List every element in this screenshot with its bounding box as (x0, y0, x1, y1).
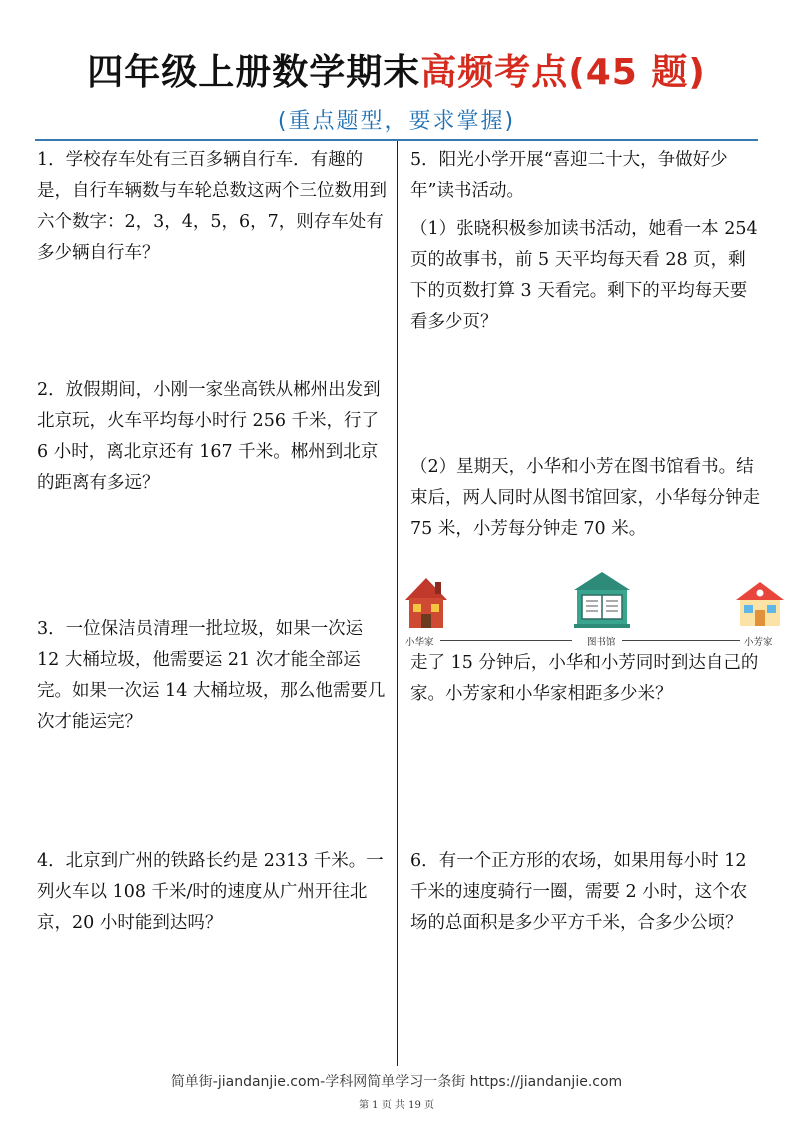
page-title (0, 44, 793, 95)
question-3: 3．一位保洁员清理一批垃圾，如果一次运 12 大桶垃圾，他需要运 21 次才能全部运完。如果一次运 14 大桶垃圾，那么他需要几次才能运完？ (37, 619, 386, 732)
footer-source: 简单街-jiandanjie.com-学科网简单学习一条街 https://jiandanjie.com (170, 1074, 623, 1090)
question-5-intro: 5．阳光小学开展“喜迎二十大，争做好少年”读书活动。 (410, 150, 728, 201)
label-library: 图书馆 (587, 637, 616, 648)
question-5-part-2: （2）星期天，小华和小芳在图书馆看书。结束后，两人同时从图书馆回家，小华每分钟走 75 米，小芳每分钟走 70 米。 (410, 457, 760, 539)
column-divider (397, 141, 398, 1066)
question-1: 1．学校存车处有三百多辆自行车．有趣的是，自行车辆数与车轮总数这两个三位数用到六个数字：2，3，4，5，6，7，则存车处有多少辆自行车？ (37, 150, 387, 263)
label-xiaofang-home: 小芳家 (744, 637, 773, 648)
house-icon-right (734, 580, 786, 628)
question-5-part-2-continued: 走了 15 分钟后，小华和小芳同时到达自己的家。小芳家和小华家相距多少米？ (410, 653, 759, 704)
road-left (440, 640, 572, 641)
route-diagram (400, 568, 790, 652)
question-2: 2．放假期间，小刚一家坐高铁从郴州出发到北京玩，火车平均每小时行 256 千米，行了 6 小时，离北京还有 167 千米。郴州到北京的距离有多远？ (37, 380, 381, 493)
question-4: 4．北京到广州的铁路长约是 2313 千米。一列火车以 108 千米/时的速度从广州开往北京，20 小时能到达吗？ (37, 851, 384, 933)
title-main: 四年级上册数学期末 (87, 52, 421, 93)
library-icon (572, 570, 632, 630)
question-6: 6．有一个正方形的农场，如果用每小时 12 千米的速度骑行一圈，需要 2 小时，这个农场的总面积是多少平方千米，合多少公顷？ (410, 851, 748, 933)
page-number: 第 1 页 共 19 页 (359, 1100, 434, 1111)
label-xiaohua-home: 小华家 (405, 637, 434, 648)
question-5-part-1: （1）张晓积极参加读书活动，她看一本 254 页的故事书，前 5 天平均每天看 28 页，剩下的页数打算 3 天看完。剩下的平均每天要看多少页？ (410, 219, 758, 332)
title-highlight: 高频考点(45 题) (420, 52, 706, 93)
house-icon-left (403, 576, 449, 630)
page-subtitle: (重点题型，要求掌握) (277, 109, 516, 134)
road-right (622, 640, 740, 641)
